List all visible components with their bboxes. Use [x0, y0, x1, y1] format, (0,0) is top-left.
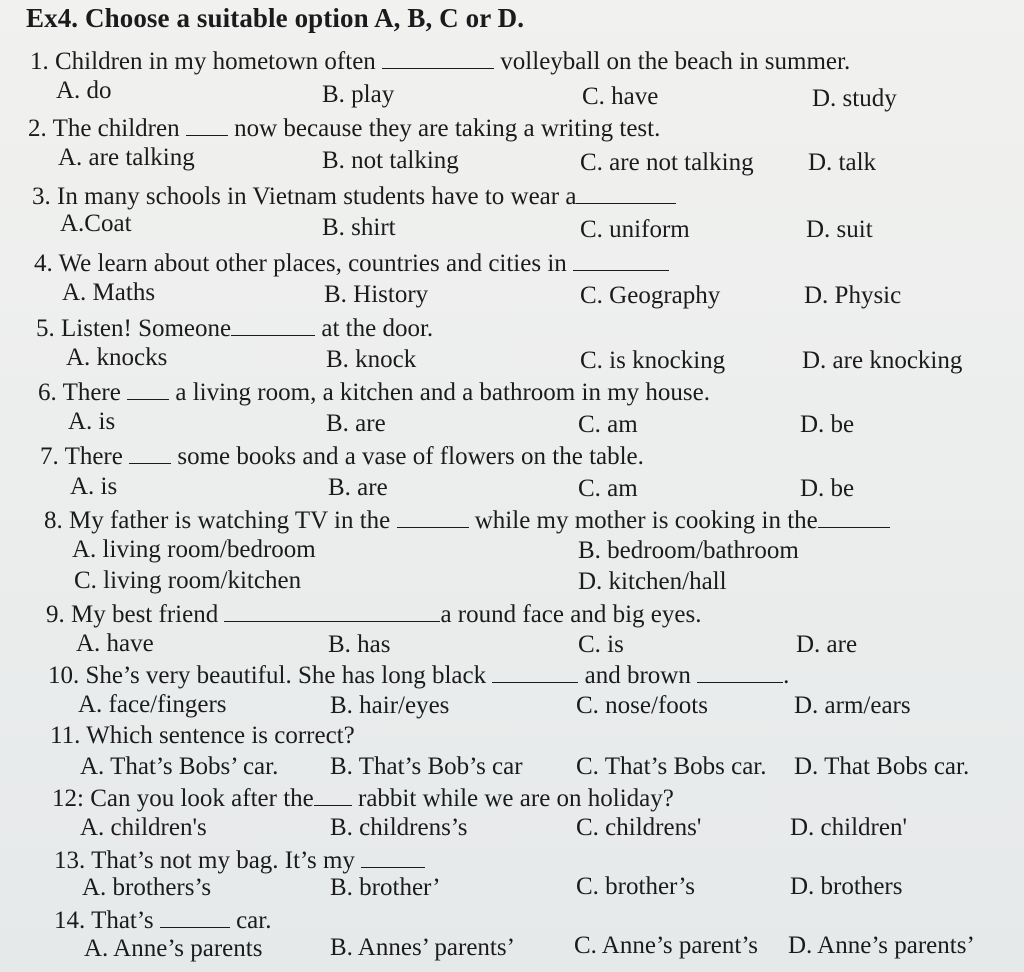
option-a[interactable]: A. living room/bedroom	[72, 536, 316, 563]
question-5	[36, 311, 433, 344]
question-text: Children in my hometown often	[55, 48, 383, 75]
question-text: That’s	[91, 907, 160, 934]
question-6	[38, 375, 710, 408]
option-d[interactable]: D. arm/ears	[794, 692, 911, 719]
question-text: rabbit while we are on holiday?	[351, 785, 674, 812]
answer-blank[interactable]	[573, 246, 669, 271]
option-a[interactable]: A. Maths	[62, 279, 156, 306]
question-number: 5.	[36, 315, 61, 342]
question-text: There	[62, 379, 128, 406]
option-d[interactable]: D. study	[812, 85, 897, 112]
question-8	[44, 503, 890, 536]
answer-blank[interactable]	[160, 903, 230, 928]
option-c[interactable]: C. are not talking	[580, 149, 754, 176]
option-d[interactable]: D. Anne’s parents’	[788, 932, 975, 959]
question-text: .	[783, 662, 790, 689]
question-text: now because they are taking a writing test.	[227, 115, 661, 142]
option-b[interactable]: B. shirt	[322, 214, 396, 241]
option-b[interactable]: B. History	[324, 281, 429, 308]
question-number: 9.	[46, 601, 71, 628]
question-9	[46, 597, 701, 630]
option-b[interactable]: B. has	[328, 631, 391, 658]
option-c[interactable]: C. am	[578, 411, 638, 438]
option-d[interactable]: D. are	[796, 631, 858, 658]
answer-blank[interactable]	[127, 375, 169, 400]
question-1	[30, 44, 850, 77]
question-text: Can you look after the	[90, 785, 314, 812]
option-c[interactable]: C. have	[582, 83, 659, 110]
option-d[interactable]: D. brothers	[790, 873, 903, 900]
question-12	[52, 781, 674, 814]
option-c[interactable]: C. childrens'	[576, 814, 702, 841]
question-number: 11.	[50, 722, 87, 749]
question-3	[32, 179, 676, 212]
answer-blank[interactable]	[186, 111, 228, 136]
answer-blank[interactable]	[576, 179, 676, 204]
option-a[interactable]: A. have	[76, 630, 154, 657]
option-b[interactable]: B. knock	[326, 346, 417, 373]
question-number: 6.	[38, 379, 63, 406]
option-c[interactable]: C. Geography	[580, 282, 721, 309]
option-a[interactable]: A. are talking	[58, 144, 195, 171]
question-14	[54, 903, 271, 936]
question-number: 3.	[32, 183, 57, 210]
answer-blank[interactable]	[492, 658, 578, 683]
option-a[interactable]: A. is	[68, 408, 116, 435]
answer-blank[interactable]	[818, 503, 890, 528]
option-a[interactable]: A. do	[56, 77, 112, 104]
option-a[interactable]: A. brothers’s	[82, 874, 212, 901]
question-2	[28, 111, 660, 144]
option-a[interactable]: A.Coat	[60, 210, 132, 237]
question-text: My best friend	[71, 601, 225, 628]
option-b[interactable]: B. not talking	[322, 147, 459, 174]
option-d[interactable]: D. be	[800, 411, 855, 438]
question-text: and brown	[578, 662, 698, 689]
exercise-title: Ex4. Choose a suitable option A, B, C or D.	[26, 3, 525, 33]
question-text: The children	[52, 115, 186, 142]
question-number: 4.	[34, 250, 59, 277]
option-d[interactable]: D. children'	[790, 814, 907, 841]
option-b[interactable]: B. childrens’s	[330, 814, 468, 841]
option-a[interactable]: A. face/fingers	[78, 691, 227, 718]
question-text: Listen! Someone	[61, 315, 232, 342]
answer-blank[interactable]	[697, 658, 783, 683]
option-c[interactable]: C. brother’s	[576, 873, 695, 900]
question-number: 12:	[52, 785, 91, 812]
option-c[interactable]: C. uniform	[580, 216, 690, 243]
option-b[interactable]: B. bedroom/bathroom	[578, 537, 799, 564]
question-text: a living room, a kitchen and a bathroom in my house.	[169, 379, 710, 406]
question-10	[48, 658, 789, 691]
option-a[interactable]: A. Anne’s parents	[84, 935, 263, 962]
option-a[interactable]: A. children's	[80, 814, 207, 841]
answer-blank[interactable]	[382, 44, 494, 69]
question-number: 10.	[48, 662, 86, 689]
option-d[interactable]: D. That Bobs car.	[794, 753, 970, 780]
answer-blank[interactable]	[397, 503, 469, 528]
question-4	[34, 246, 669, 279]
option-b[interactable]: B. are	[326, 410, 386, 437]
question-text: In many schools in Vietnam students have to wear a	[57, 183, 577, 210]
answer-blank[interactable]	[231, 311, 315, 336]
question-text: My father is watching TV in the	[69, 507, 397, 534]
question-text: That’s not my bag. It’s my	[91, 847, 362, 874]
question-text: Which sentence is correct?	[86, 722, 355, 749]
question-text: There	[64, 443, 130, 470]
option-a[interactable]: A. knocks	[66, 344, 168, 371]
question-number: 7.	[40, 443, 65, 470]
question-text: some books and a vase of flowers on the table.	[171, 443, 644, 470]
answer-blank[interactable]	[129, 439, 171, 464]
question-text: at the door.	[315, 315, 434, 342]
option-d[interactable]: D. talk	[808, 149, 877, 176]
question-text: a round face and big eyes.	[440, 601, 702, 628]
option-c[interactable]: C. Anne’s parent’s	[574, 932, 759, 959]
option-d[interactable]: D. suit	[806, 216, 873, 243]
option-a[interactable]: A. That’s Bobs’ car.	[80, 753, 279, 780]
option-d[interactable]: D. Physic	[804, 282, 902, 309]
question-number: 13.	[54, 847, 92, 874]
option-d[interactable]: D. kitchen/hall	[578, 568, 727, 595]
answer-blank[interactable]	[314, 781, 352, 806]
question-text: She’s very beautiful. She has long black	[85, 662, 493, 689]
option-b[interactable]: B. hair/eyes	[330, 692, 450, 719]
answer-blank[interactable]	[361, 843, 425, 868]
option-c[interactable]: C. is knocking	[580, 347, 726, 374]
option-b[interactable]: B. That’s Bob’s car	[330, 753, 523, 780]
question-7	[40, 439, 644, 472]
option-c[interactable]: C. living room/kitchen	[74, 567, 302, 594]
question-text: while my mother is cooking in the	[468, 507, 818, 534]
option-b[interactable]: B. play	[322, 81, 395, 108]
option-d[interactable]: D. be	[800, 475, 855, 502]
question-number: 8.	[44, 507, 69, 534]
option-c[interactable]: C. am	[578, 475, 638, 502]
question-text: We learn about other places, countries and cities in	[58, 250, 574, 277]
option-b[interactable]: B. Annes’ parents’	[330, 934, 515, 961]
option-b[interactable]: B. are	[328, 474, 388, 501]
question-number: 14.	[54, 907, 92, 934]
option-b[interactable]: B. brother’	[330, 874, 441, 901]
question-text: car.	[229, 907, 272, 934]
question-number: 1.	[30, 48, 55, 75]
option-d[interactable]: D. are knocking	[802, 347, 963, 374]
option-c[interactable]: C. That’s Bobs car.	[576, 753, 767, 780]
option-a[interactable]: A. is	[70, 473, 118, 500]
option-c[interactable]: C. nose/foots	[576, 692, 708, 719]
question-text: volleyball on the beach in summer.	[494, 48, 851, 75]
question-number: 2.	[28, 115, 53, 142]
question-11	[50, 721, 355, 751]
answer-blank[interactable]	[224, 597, 440, 622]
question-13	[54, 843, 425, 876]
option-c[interactable]: C. is	[578, 631, 624, 658]
